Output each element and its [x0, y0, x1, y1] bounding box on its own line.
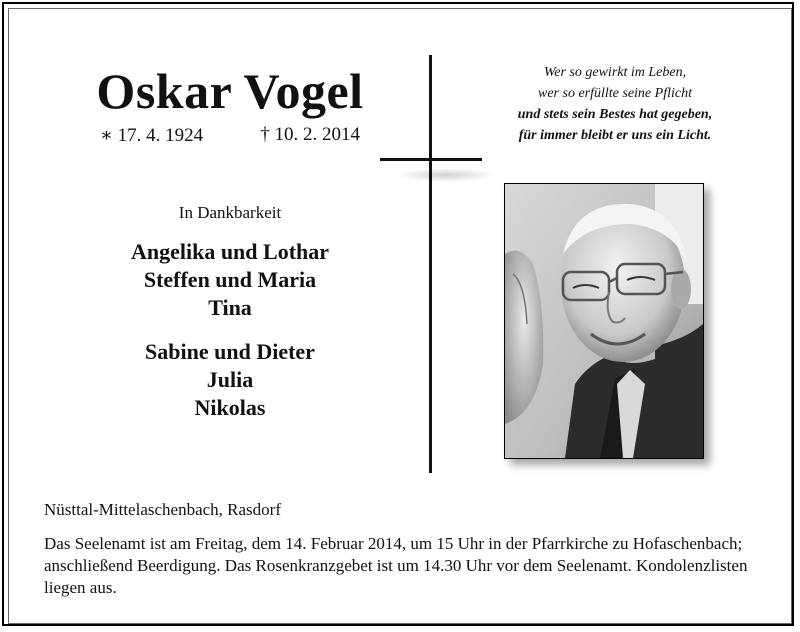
poem-line: Wer so gewirkt im Leben, — [543, 65, 687, 80]
poem-line: wer so erfüllte seine Pflicht — [538, 86, 692, 101]
poem-line: und stets sein Bestes hat gegeben, — [517, 107, 713, 122]
place-line: Nüsttal-Mittelaschenbach, Rasdorf — [44, 500, 281, 519]
death-date: † 10. 2. 2014 — [260, 124, 360, 145]
mourner-line: Nikolas — [194, 395, 266, 420]
mourner-line: Julia — [206, 367, 254, 392]
birth-date: ∗ 17. 4. 1924 — [100, 125, 204, 146]
mourner-line: Sabine und Dieter — [145, 339, 315, 364]
mourner-line: Steffen und Maria — [143, 267, 317, 292]
deceased-name: Oskar Vogel — [96, 63, 364, 119]
portrait-illustration — [505, 184, 703, 458]
cross-vertical-bar — [429, 55, 432, 473]
mourner-line: Tina — [208, 295, 252, 320]
poem-line: für immer bleibt er uns ein Licht. — [518, 128, 712, 143]
mourner-group-1 — [60, 238, 400, 322]
thanks-intro: In Dankbarkeit — [178, 203, 282, 222]
mourner-group-2 — [60, 338, 400, 422]
life-dates — [100, 124, 360, 147]
mourner-line: Angelika und Lothar — [130, 239, 330, 264]
service-notice: Das Seelenamt ist am Freitag, dem 14. Februar 2014, um 15 Uhr in der Pfarrkirche zu Hofaschenbach; anschließend Beerdigung. Das Rosenkranzgebet ist um 14.30 Uhr vor dem Seelenamt. Kondolenzlisten liegen aus. — [44, 534, 748, 597]
cross-horizontal-bar — [380, 158, 482, 161]
cross-shadow — [396, 168, 496, 182]
memorial-poem — [470, 62, 760, 146]
portrait-photo — [504, 183, 704, 459]
